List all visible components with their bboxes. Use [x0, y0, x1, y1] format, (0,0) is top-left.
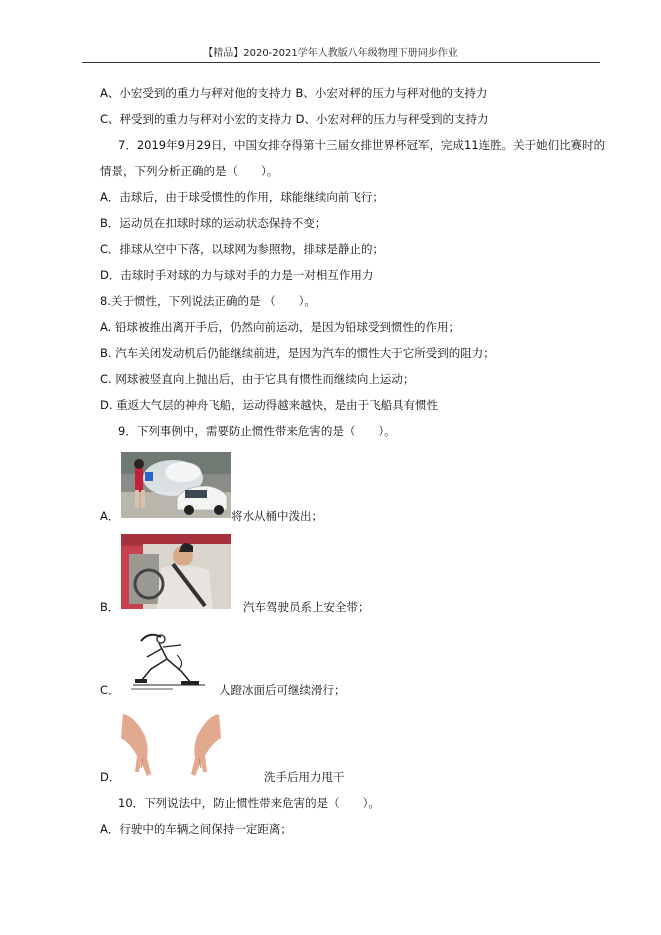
q9-option-b-label: B． [100, 600, 120, 614]
q9-option-a-label: A． [100, 509, 120, 523]
q7-stem-line1: 7．2019年9月29日，中国女排夺得第十三届女排世界杯冠军，完成11连胜。关于她们比赛时的 [118, 138, 606, 152]
q9-option-c-caption: 人蹬冰面后可继续滑行； [219, 683, 346, 697]
q9-stem: 9．下列事例中，需要防止惯性带来危害的是（ ）。 [118, 424, 396, 438]
header-rule [82, 62, 600, 63]
ice-skater-image [121, 625, 217, 693]
q6-options-row2: C、秤受到的重力与秤对小宏的支持力 D、小宏对秤的压力与秤受到的支持力 [100, 112, 489, 126]
q9-option-b-caption: 汽车驾驶员系上安全带； [243, 600, 370, 614]
q8-option-b: B. 汽车关闭发动机后仍能继续前进，是因为汽车的惯性大于它所受到的阻力； [100, 346, 495, 360]
q8-option-d: D. 重返大气层的神舟飞船，运动得越来越快，是由于飞船具有惯性 [100, 398, 439, 412]
q8-stem: 8.关于惯性，下列说法正确的是 （ ）。 [100, 294, 316, 308]
q9-option-d-caption: 洗手后用力甩干 [264, 770, 345, 784]
q7-option-d: D．击球时手对球的力与球对手的力是一对相互作用力 [100, 268, 374, 282]
q8-option-c: C. 网球被竖直向上抛出后，由于它具有惯性而继续向上运动； [100, 372, 415, 386]
q7-option-a: A．击球后，由于球受惯性的作用，球能继续向前飞行； [100, 190, 384, 204]
q9-option-d-label: D． [100, 770, 121, 784]
hand-shaking-image [121, 708, 221, 780]
q7-option-c: C．排球从空中下落，以球网为参照物，排球是静止的； [100, 242, 385, 256]
q9-option-a-caption: 将水从桶中泼出； [231, 509, 323, 523]
q7-stem-line2: 情景，下列分析正确的是（ ）。 [100, 164, 279, 178]
q9-option-c-label: C． [100, 683, 120, 697]
water-splash-image [121, 452, 231, 518]
page-header: 【精品】2020-2021学年人教版八年级物理下册同步作业 [203, 48, 458, 59]
q10-option-a: A．行驶中的车辆之间保持一定距离； [100, 822, 292, 836]
seatbelt-driver-image [121, 534, 231, 609]
q7-option-b: B．运动员在扣球时球的运动状态保持不变； [100, 216, 327, 230]
q10-stem: 10．下列说法中，防止惯性带来危害的是（ ）。 [118, 796, 380, 810]
q8-option-a: A. 铅球被推出离开手后，仍然向前运动，是因为铅球受到惯性的作用； [100, 320, 460, 334]
q6-options-row1: A、小宏受到的重力与秤对他的支持力 B、小宏对秤的压力与秤对他的支持力 [100, 86, 488, 100]
